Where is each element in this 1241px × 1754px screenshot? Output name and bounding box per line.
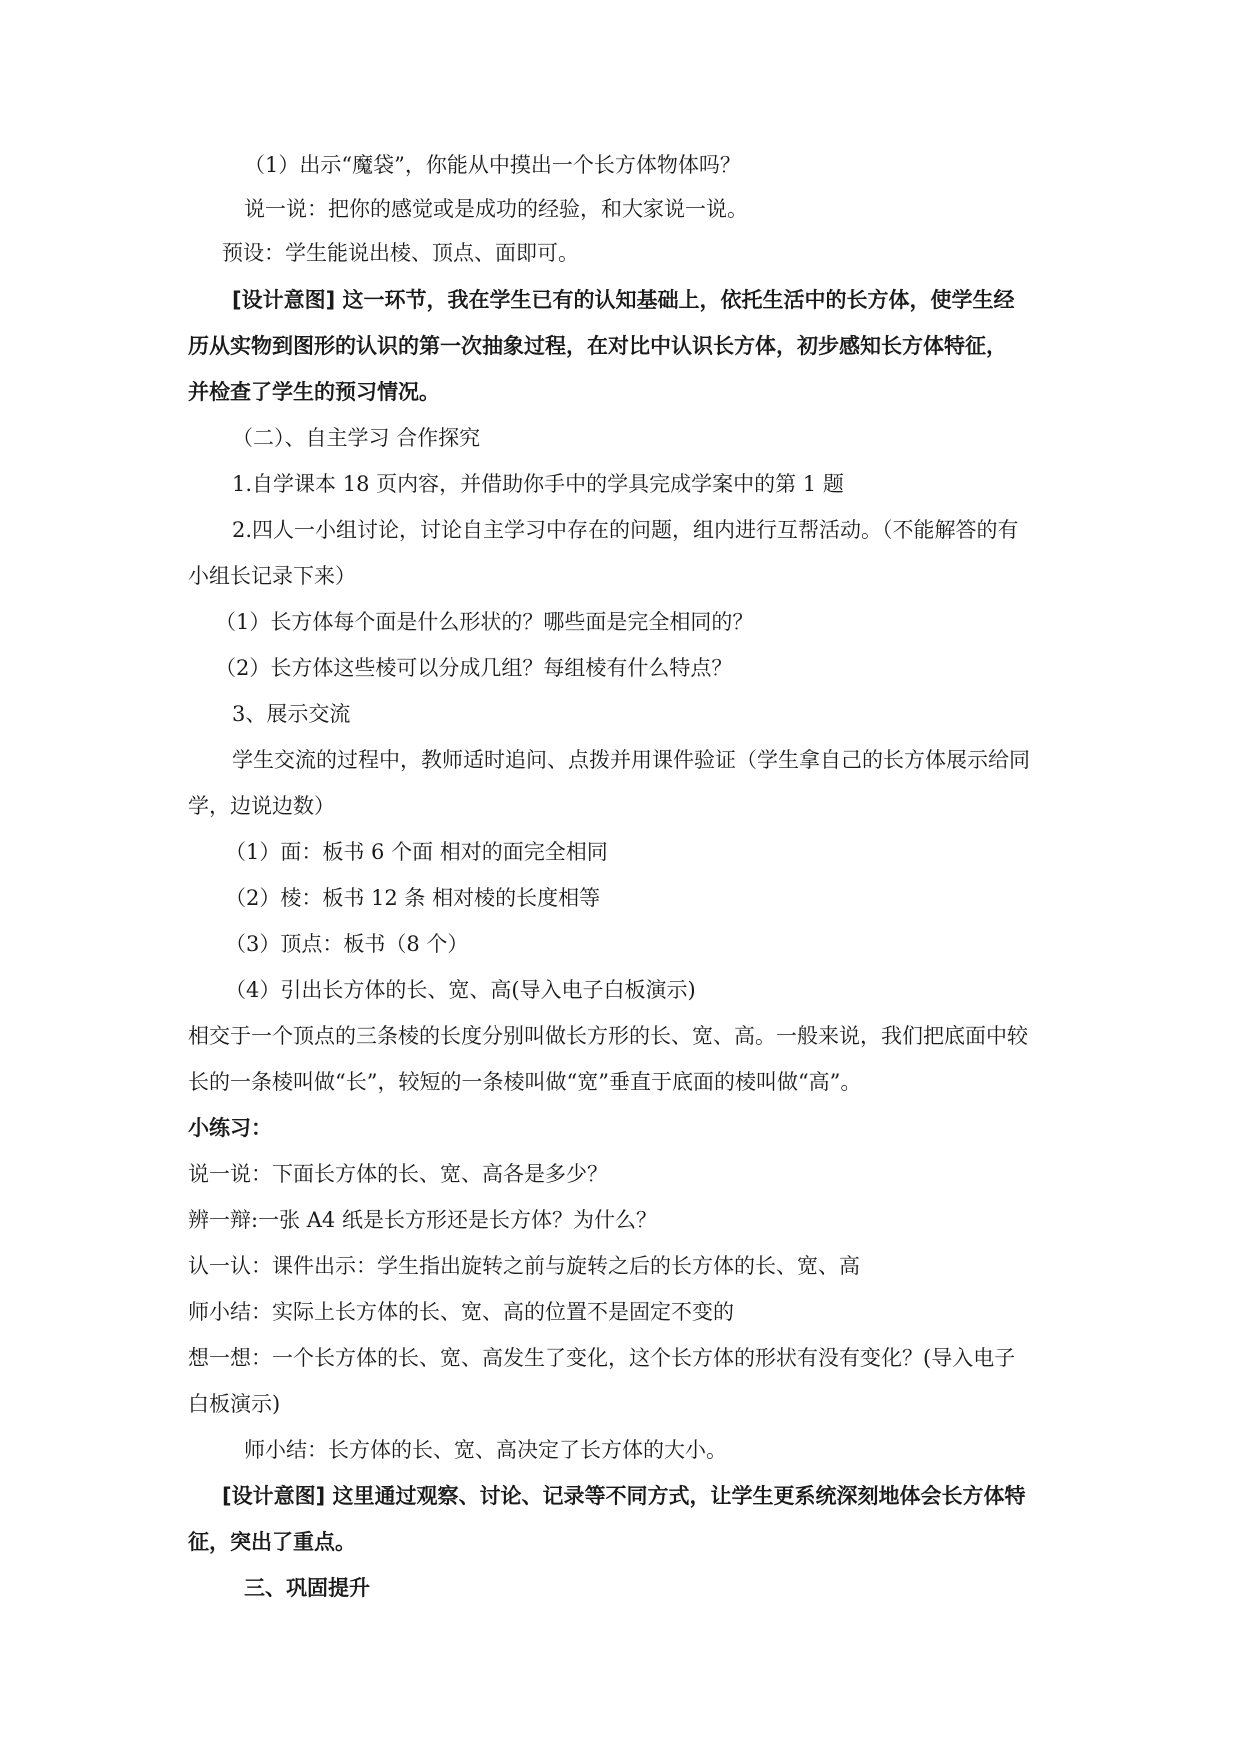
text-line-2: 说一说：把你的感觉或是成功的经验，和大家说一说。 — [244, 197, 748, 221]
practice-think: 想一想：一个长方体的长、宽、高发生了变化，这个长方体的形状有没有变化？(导入电子 — [188, 1346, 1016, 1370]
text-line-20: 长的一条棱叫做“长”，较短的一条棱叫做“宽”垂直于底面的棱叫做“高”。 — [188, 1070, 862, 1094]
board-item-dimensions: （4）引出长方体的长、宽、高(导入电子白板演示) — [225, 978, 696, 1002]
text-line-9: 小组长记录下来） — [188, 564, 356, 588]
text-line-1: （1）出示“魔袋”，你能从中摸出一个长方体物体吗？ — [244, 153, 741, 177]
design-intent-1-line-2: 历从实物到图形的认识的第一次抽象过程，在对比中认识长方体，初步感知长方体特征， — [188, 334, 1007, 358]
text-line-13: 学生交流的过程中，教师适时追问、点拨并用课件验证（学生拿自己的长方体展示给同 — [232, 748, 1030, 772]
section-heading-3: 三、巩固提升 — [244, 1576, 370, 1600]
section-heading-2: （二）、自主学习 合作探究 — [232, 426, 481, 450]
board-item-edge: （2）棱：板书 12 条 相对棱的长度相等 — [225, 886, 601, 910]
board-item-vertex: （3）顶点：板书（8 个） — [225, 932, 469, 956]
text-line-8: 2.四人一小组讨论，讨论自主学习中存在的问题，组内进行互帮活动。（不能解答的有 — [232, 518, 1019, 542]
text-line-7: 1.自学课本 18 页内容，并借助你手中的学具完成学案中的第 1 题 — [232, 472, 844, 496]
design-intent-2-line-1: [设计意图] 这里通过观察、讨论、记录等不同方式，让学生更系统深刻地体会长方体特 — [222, 1484, 1026, 1508]
text-line-19: 相交于一个顶点的三条棱的长度分别叫做长方形的长、宽、高。一般来说，我们把底面中较 — [188, 1024, 1028, 1048]
practice-heading: 小练习： — [188, 1116, 272, 1140]
practice-think-cont: 白板演示) — [188, 1392, 281, 1416]
board-item-face: （1）面：板书 6 个面 相对的面完全相同 — [225, 840, 608, 864]
practice-identify: 认一认：课件出示：学生指出旋转之前与旋转之后的长方体的长、宽、高 — [188, 1254, 860, 1278]
question-2: （2）长方体这些棱可以分成几组？每组棱有什么特点？ — [215, 656, 733, 680]
design-intent-1-line-1: [设计意图] 这一环节，我在学生已有的认知基础上，依托生活中的长方体，使学生经 — [232, 288, 1015, 312]
text-line-14: 学，边说边数） — [188, 794, 335, 818]
teacher-summary-1: 师小结：实际上长方体的长、宽、高的位置不是固定不变的 — [188, 1300, 734, 1324]
text-line-3: 预设：学生能说出棱、顶点、面即可。 — [222, 241, 579, 265]
practice-debate: 辨一辩:一张 A4 纸是长方形还是长方体？为什么？ — [188, 1208, 657, 1232]
design-intent-1-line-3: 并检查了学生的预习情况。 — [188, 380, 440, 404]
teacher-summary-2: 师小结：长方体的长、宽、高决定了长方体的大小。 — [244, 1438, 727, 1462]
design-intent-2-line-2: 征，突出了重点。 — [188, 1530, 356, 1554]
question-1: （1）长方体每个面是什么形状的？哪些面是完全相同的？ — [215, 610, 754, 634]
subheading-3: 3、展示交流 — [232, 702, 351, 726]
practice-say: 说一说：下面长方体的长、宽、高各是多少？ — [188, 1162, 608, 1186]
